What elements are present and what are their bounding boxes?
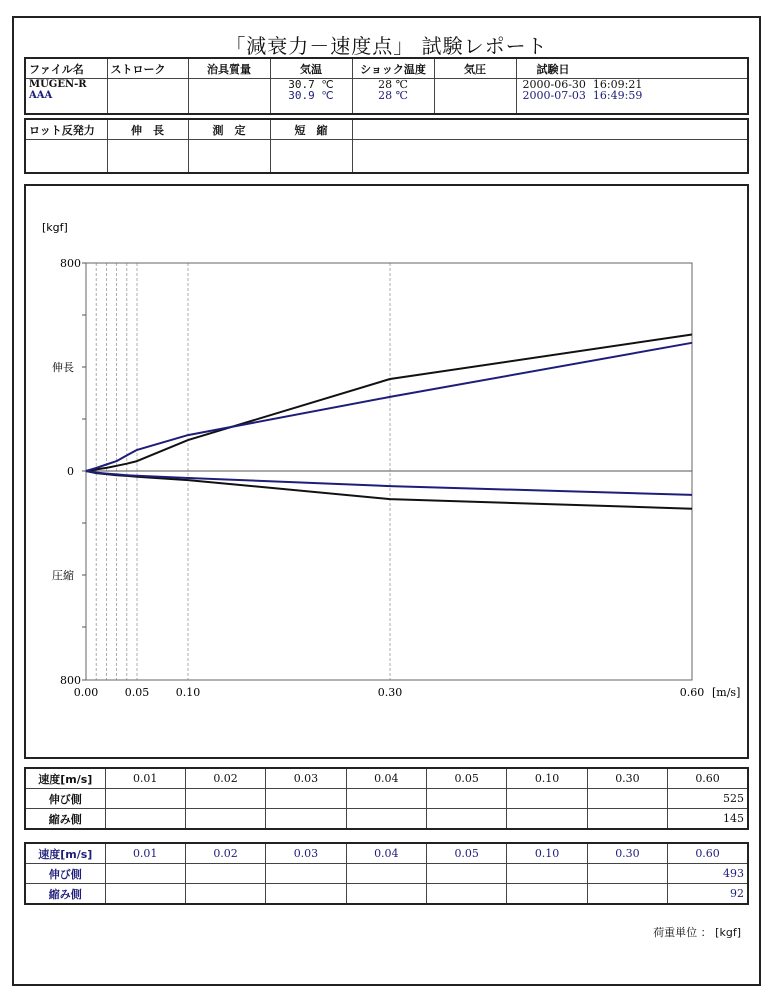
header-shock-temp: ショック温度: [352, 58, 434, 79]
speed-cell: 0.01: [105, 768, 185, 789]
stroke-cell: [107, 79, 188, 115]
info-data-row: [25, 79, 748, 115]
speed-cell: 0.04: [346, 843, 426, 864]
speed-cell: 0.01: [105, 843, 185, 864]
shock-temp-1: 28 ℃: [378, 78, 408, 91]
speed-label: 速度[m/s]: [25, 768, 105, 789]
comp-value-cell: [346, 884, 426, 905]
ext-value-cell: 493: [668, 864, 748, 884]
comp-value-cell: [266, 809, 346, 830]
y-tick-top: 800: [60, 257, 81, 270]
series-line: [86, 335, 692, 472]
speed-cell: 0.60: [668, 843, 748, 864]
speed-cell: 0.30: [587, 843, 667, 864]
ext-value-cell: [346, 789, 426, 809]
comp-value-cell: [105, 809, 185, 830]
extension-label: 伸び側: [25, 789, 105, 809]
ext-value-cell: [185, 789, 265, 809]
comp-value-cell: [427, 809, 507, 830]
damping-force-chart: [26, 186, 747, 757]
x-tick-0-00: 0.00: [73, 686, 99, 699]
header-test-date: 試験日: [516, 58, 748, 79]
ext-value-cell: [507, 789, 587, 809]
ext-value-cell: [266, 864, 346, 884]
speed-cell: 0.02: [185, 768, 265, 789]
chart-series: [86, 335, 692, 509]
x-tick-0-10: 0.10: [175, 686, 201, 699]
shock-temp-2: 28 ℃: [378, 89, 408, 102]
ext-value-cell: [587, 789, 667, 809]
comp-value-cell: [507, 884, 587, 905]
header-jig-mass: 治具質量: [188, 58, 270, 79]
chart-frame: [24, 184, 749, 759]
x-tick-0-30: 0.30: [377, 686, 403, 699]
speed-cell: 0.05: [427, 768, 507, 789]
header-measure: 測 定: [188, 119, 270, 140]
file-name-1: MUGEN-R: [29, 79, 87, 90]
comp-value-cell: 92: [668, 884, 748, 905]
header-air-temp: 気温: [270, 58, 352, 79]
speed-cell: 0.10: [507, 843, 587, 864]
speed-cell: 0.03: [266, 843, 346, 864]
series-line: [86, 471, 692, 495]
ext-value-cell: 525: [668, 789, 748, 809]
blank-value: [352, 140, 748, 174]
report-page: [12, 16, 761, 986]
y-tick-zero: 0: [67, 465, 74, 478]
comp-value-cell: [587, 884, 667, 905]
report-title: 「減衰力－速度点」 試験レポート: [225, 34, 548, 58]
load-unit-label: 荷重単位 ： [kgf]: [653, 926, 741, 939]
pressure-cell: [434, 79, 516, 115]
speed-cell: 0.10: [507, 768, 587, 789]
y-axis-unit-label: [kgf]: [42, 221, 68, 234]
ext-value-cell: [105, 789, 185, 809]
ext-value-cell: [507, 864, 587, 884]
speed-table-2: [24, 842, 749, 905]
comp-value-cell: [346, 809, 426, 830]
header-extension: 伸 長: [107, 119, 188, 140]
y-tick-bottom: 800: [60, 674, 81, 687]
air-temp-2: 30.9 ℃: [288, 89, 334, 102]
test-date-2: 2000-07-03 16:49:59: [522, 89, 643, 102]
y-upper-label: 伸長: [52, 361, 74, 374]
header-file: ファイル名: [25, 58, 107, 79]
speed-cell: 0.60: [668, 768, 748, 789]
comp-value-cell: [587, 809, 667, 830]
series-line: [86, 343, 692, 471]
speed-cell: 0.05: [427, 843, 507, 864]
rod-force-table: [24, 118, 749, 174]
comp-value-cell: [185, 884, 265, 905]
ext-value-cell: [266, 789, 346, 809]
compression-label: 縮み側: [25, 809, 105, 830]
ext-value-cell: [427, 864, 507, 884]
ext-value-cell: [105, 864, 185, 884]
ext-value-cell: [346, 864, 426, 884]
speed-cell: 0.30: [587, 768, 667, 789]
x-tick-0-60: 0.60: [679, 686, 705, 699]
speed-cell: 0.02: [185, 843, 265, 864]
comp-value-cell: [266, 884, 346, 905]
test-date-1: 2000-06-30 16:09:21: [522, 78, 643, 91]
info-table: [24, 57, 749, 115]
speed-cell: 0.03: [266, 768, 346, 789]
comp-value-cell: [185, 809, 265, 830]
ext-value-cell: [427, 789, 507, 809]
extension-label: 伸び側: [25, 864, 105, 884]
file-name-2: AAA: [29, 90, 53, 101]
comp-value-cell: [427, 884, 507, 905]
comp-value-cell: [105, 884, 185, 905]
speed-cell: 0.04: [346, 768, 426, 789]
y-ticks: [82, 263, 86, 680]
header-blank: [352, 119, 748, 140]
ext-value-cell: [185, 864, 265, 884]
header-pressure: 気圧: [434, 58, 516, 79]
header-stroke: ストローク: [107, 58, 188, 79]
header-compression: 短 縮: [270, 119, 352, 140]
x-axis-unit-label: [m/s]: [712, 686, 741, 699]
comp-value-cell: [507, 809, 587, 830]
header-rod-force: ロット反発力: [25, 119, 107, 140]
speed-table-1: [24, 767, 749, 830]
x-tick-0-05: 0.05: [124, 686, 150, 699]
ext-value-cell: [587, 864, 667, 884]
speed-label: 速度[m/s]: [25, 843, 105, 864]
compression-value: [270, 140, 352, 174]
air-temp-1: 30.7 ℃: [288, 78, 334, 91]
jig-mass-cell: [188, 79, 270, 115]
comp-value-cell: 145: [668, 809, 748, 830]
rod-force-value: [25, 140, 107, 174]
measure-value: [188, 140, 270, 174]
info-header-row: [25, 58, 748, 79]
y-lower-label: 圧縮: [52, 569, 74, 582]
compression-label: 縮み側: [25, 884, 105, 905]
extension-value: [107, 140, 188, 174]
